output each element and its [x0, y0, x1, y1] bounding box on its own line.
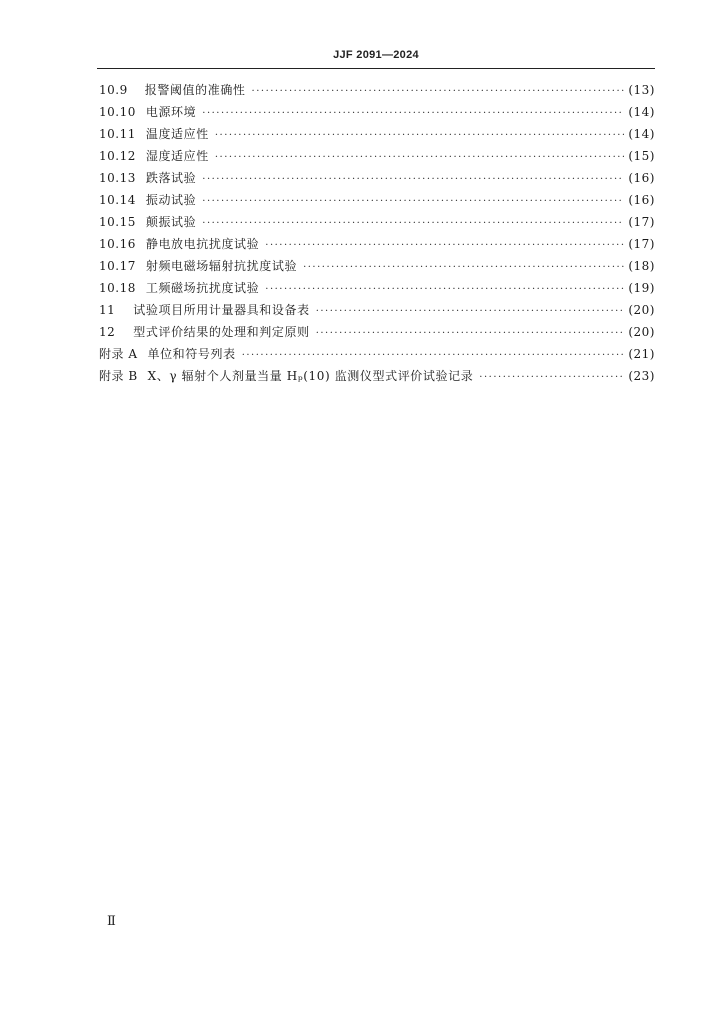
- document-code: JJF 2091—2024: [333, 49, 419, 61]
- toc-entry-title: 电源环境: [145, 105, 197, 119]
- toc-entry-number: 10.12: [99, 149, 136, 163]
- toc-entry-title: 单位和符号列表: [147, 347, 236, 361]
- toc-dot-leader: [202, 191, 624, 213]
- toc-entry[interactable]: [99, 211, 655, 233]
- page-header: [97, 40, 655, 69]
- toc-entry[interactable]: [99, 167, 655, 189]
- toc-dot-leader: [316, 323, 625, 345]
- toc-entry-page: (16): [628, 193, 655, 207]
- toc-entry-number: 10.11: [99, 127, 136, 141]
- toc-dot-leader: [479, 367, 624, 389]
- toc-entry[interactable]: [99, 123, 655, 145]
- toc-entry-number: 12: [99, 325, 116, 339]
- toc-entry-title: 射频电磁场辐射抗扰度试验: [145, 259, 298, 273]
- toc-entry-title: 温度适应性: [145, 127, 209, 141]
- toc-dot-leader: [202, 213, 624, 235]
- toc-entry-number: 10.13: [99, 171, 136, 185]
- toc-entry-number: 10.14: [99, 193, 136, 207]
- toc-entry[interactable]: [99, 365, 655, 387]
- toc-entry-page: (19): [628, 281, 655, 295]
- toc-dot-leader: [265, 235, 624, 257]
- toc-entry-title: 型式评价结果的处理和判定原则: [133, 325, 310, 339]
- toc-entry-page: (13): [628, 83, 655, 97]
- toc-entry-number: 10.18: [99, 281, 136, 295]
- toc-entry-title: 振动试验: [145, 193, 197, 207]
- toc-dot-leader: [202, 169, 624, 191]
- toc-entry-page: (20): [628, 303, 655, 317]
- toc-entry-title: 跌落试验: [145, 171, 197, 185]
- toc-entry[interactable]: [99, 189, 655, 211]
- toc-dot-leader: [316, 301, 625, 323]
- toc-entry[interactable]: [99, 277, 655, 299]
- toc-entry-title: X、γ 辐射个人剂量当量 Hₚ(10) 监测仪型式评价试验记录: [147, 369, 474, 383]
- toc-entry[interactable]: [99, 233, 655, 255]
- toc-entry-number: 10.10: [99, 105, 136, 119]
- toc-entry[interactable]: [99, 101, 655, 123]
- toc-entry-title: 颠振试验: [145, 215, 197, 229]
- toc-entry[interactable]: [99, 255, 655, 277]
- toc-entry-page: (17): [628, 215, 655, 229]
- toc-entry-number: 附录 B: [99, 369, 138, 383]
- toc-entry-page: (23): [628, 369, 655, 383]
- table-of-contents: [99, 79, 655, 387]
- toc-dot-leader: [215, 125, 624, 147]
- toc-dot-leader: [265, 279, 624, 301]
- page-number: Ⅱ: [107, 914, 116, 929]
- toc-dot-leader: [202, 103, 624, 125]
- toc-entry-number: 10.16: [99, 237, 136, 251]
- toc-entry-page: (15): [628, 149, 655, 163]
- toc-entry-number: 10.9: [99, 83, 128, 97]
- toc-entry-page: (18): [628, 259, 655, 273]
- toc-entry-number: 附录 A: [99, 347, 138, 361]
- toc-entry-title: 报警阈值的准确性: [144, 83, 246, 97]
- toc-dot-leader: [252, 81, 625, 103]
- toc-entry-page: (14): [628, 127, 655, 141]
- toc-entry[interactable]: [99, 343, 655, 365]
- toc-entry[interactable]: [99, 145, 655, 167]
- toc-entry-number: 10.17: [99, 259, 136, 273]
- toc-entry-title: 静电放电抗扰度试验: [145, 237, 260, 251]
- toc-entry-page: (14): [628, 105, 655, 119]
- toc-entry-title: 工频磁场抗扰度试验: [145, 281, 260, 295]
- toc-entry-title: 试验项目所用计量器具和设备表: [133, 303, 310, 317]
- toc-dot-leader: [242, 345, 625, 367]
- toc-entry-page: (21): [628, 347, 655, 361]
- toc-entry[interactable]: [99, 79, 655, 101]
- toc-entry-number: 11: [99, 303, 116, 317]
- toc-entry-number: 10.15: [99, 215, 136, 229]
- toc-entry[interactable]: [99, 299, 655, 321]
- toc-entry-page: (20): [628, 325, 655, 339]
- toc-entry-page: (17): [628, 237, 655, 251]
- toc-entry-title: 湿度适应性: [145, 149, 209, 163]
- toc-entry-page: (16): [628, 171, 655, 185]
- toc-entry[interactable]: [99, 321, 655, 343]
- toc-dot-leader: [215, 147, 624, 169]
- toc-dot-leader: [303, 257, 624, 279]
